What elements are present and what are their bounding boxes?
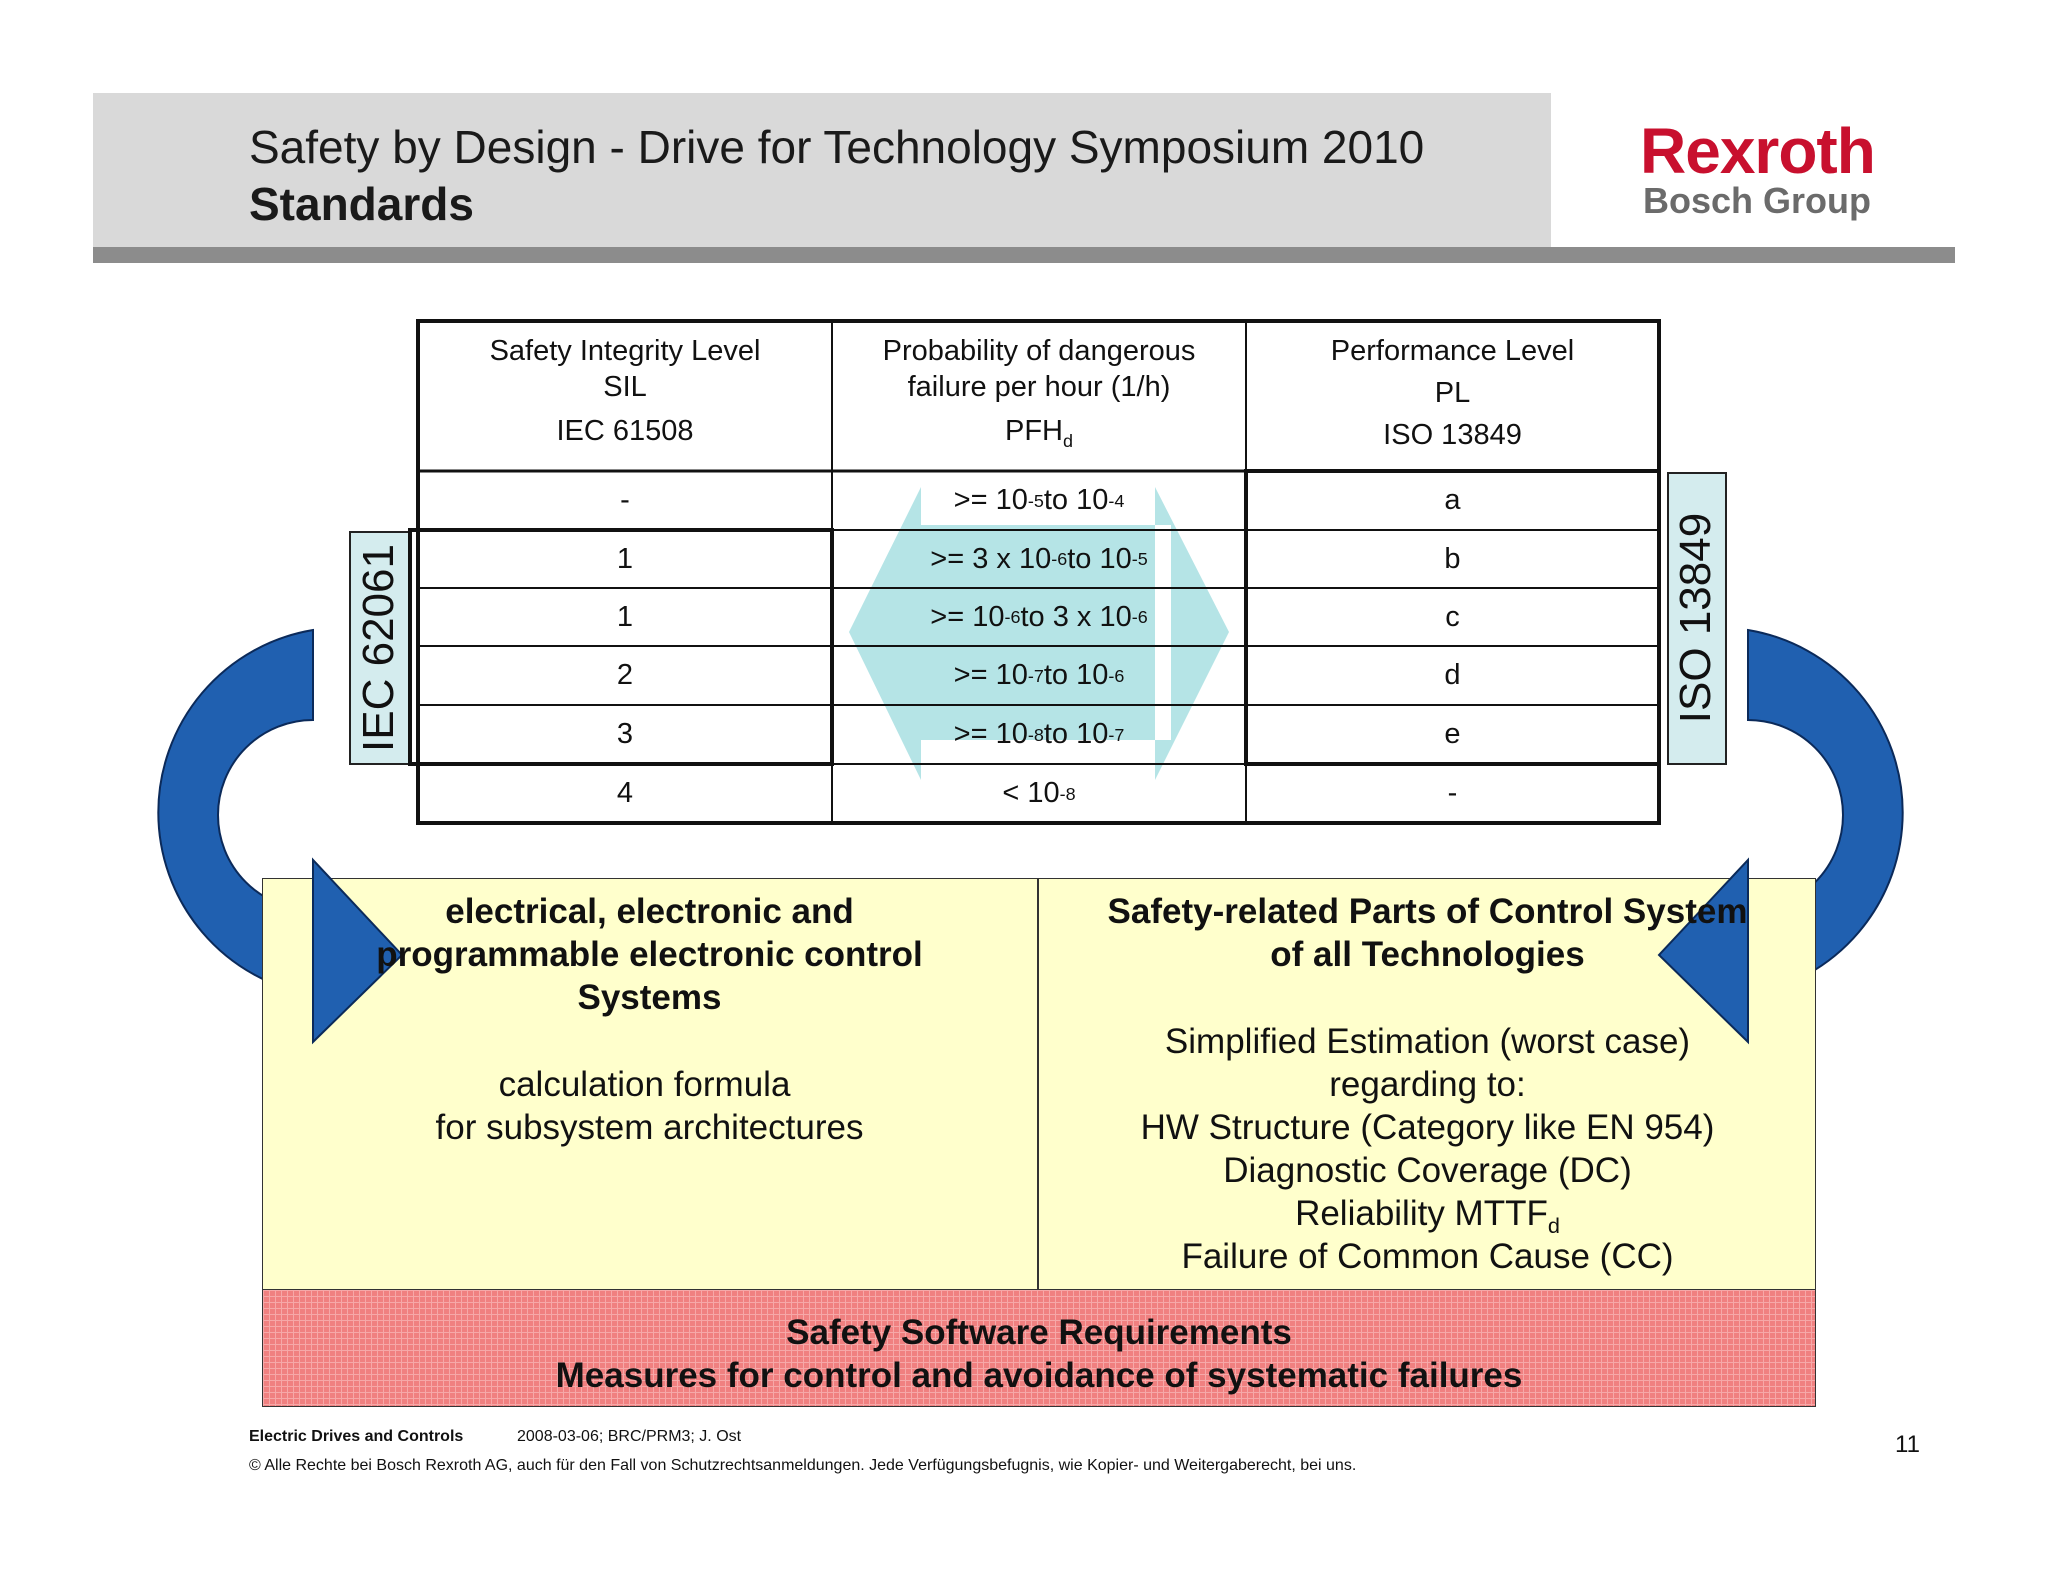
footer-meta: 2008-03-06; BRC/PRM3; J. Ost (517, 1428, 742, 1445)
header-pl-line1: Performance Level (1330, 335, 1575, 367)
header-sil-line3: IEC 61508 (556, 415, 694, 447)
iso-13849-label: ISO 13849 (1671, 512, 1720, 724)
table-cell-pl: - (1447, 777, 1458, 809)
header-pfh-line3: PFH (1005, 415, 1063, 447)
table-cell-pl: a (1444, 484, 1461, 516)
table-cell-sil: 4 (616, 777, 634, 809)
table-cell-pl: c (1445, 600, 1460, 633)
left-box-title-3: Systems (577, 978, 722, 1017)
header-pfh-line1: Probability of dangerous (882, 335, 1196, 367)
table-cell-sil: 3 (616, 718, 634, 750)
left-box-title-2: programmable electronic control (376, 935, 923, 974)
software-requirements-title: Safety Software Requirements (786, 1313, 1292, 1352)
header-sil-line2: SIL (603, 371, 647, 403)
table-cell-pfh: >= 10 -8 to 10 -7 (953, 718, 1125, 750)
right-box-body-4: Diagnostic Coverage (DC) (1223, 1151, 1632, 1190)
page-number: 11 (1895, 1431, 1920, 1458)
header-pfh-line2: failure per hour (1/h) (907, 371, 1171, 403)
right-box-body-1: Simplified Estimation (worst case) (1164, 1022, 1691, 1061)
table-cell-sil: 1 (616, 542, 634, 575)
software-requirements-subtitle: Measures for control and avoidance of systematic failures (555, 1356, 1523, 1395)
table-cell-pfh: >= 3 x 10 -6 to 10 -5 (930, 542, 1148, 575)
footer-copyright: © Alle Rechte bei Bosch Rexroth AG, auch für den Fall von Schutzrechtsanmeldungen. Jede Verfügungsbefugnis, wie Kopier- und Weitergaberecht, bei uns. (249, 1457, 1357, 1474)
right-box-title-2: of all Technologies (1270, 935, 1585, 974)
slide-title: Safety by Design - Drive for Technology Symposium 2010 (249, 121, 1425, 173)
footer-org: Electric Drives and Controls (249, 1428, 464, 1445)
table-cell-sil: - (620, 484, 630, 516)
iec-62061-label: IEC 62061 (354, 544, 403, 752)
header-pfh-subscript: d (1063, 430, 1073, 451)
table-cell-pl: d (1444, 659, 1461, 691)
right-box-body-3: HW Structure (Category like EN 954) (1140, 1108, 1715, 1147)
left-box-body-2: for subsystem architectures (435, 1108, 864, 1147)
table-cell-pfh: >= 10 -6 to 3 x 10 -6 (930, 600, 1148, 633)
table-cell-pl: e (1444, 718, 1461, 750)
right-box-body-6: Failure of Common Cause (CC) (1181, 1237, 1674, 1276)
header-pl-line2: PL (1434, 377, 1471, 409)
rexroth-logo: Rexroth (1640, 115, 1875, 187)
table-cell-pl: b (1444, 542, 1461, 575)
header-sil-line1: Safety Integrity Level (489, 335, 761, 367)
right-box-title-1: Safety-related Parts of Control System (1107, 892, 1748, 931)
table-cell-pfh: < 10 -8 (1002, 777, 1076, 809)
table-cell-pfh: >= 10 -7 to 10 -6 (953, 659, 1125, 691)
left-box-title-1: electrical, electronic and (445, 892, 854, 931)
right-box-body-5: Reliability $MTTF_d$ (1295, 1194, 1560, 1238)
bosch-group-logo: Bosch Group (1643, 180, 1872, 221)
table-cell-sil: 2 (616, 659, 634, 691)
right-box-body-2: regarding to: (1329, 1065, 1526, 1104)
slide-subtitle: Standards (249, 178, 474, 230)
header-pl-line3: ISO 13849 (1383, 419, 1522, 451)
left-box-body-1: calculation formula (498, 1065, 791, 1104)
table-cell-pfh: >= 10 -5 to 10 -4 (953, 484, 1125, 516)
table-cell-sil: 1 (616, 600, 634, 633)
